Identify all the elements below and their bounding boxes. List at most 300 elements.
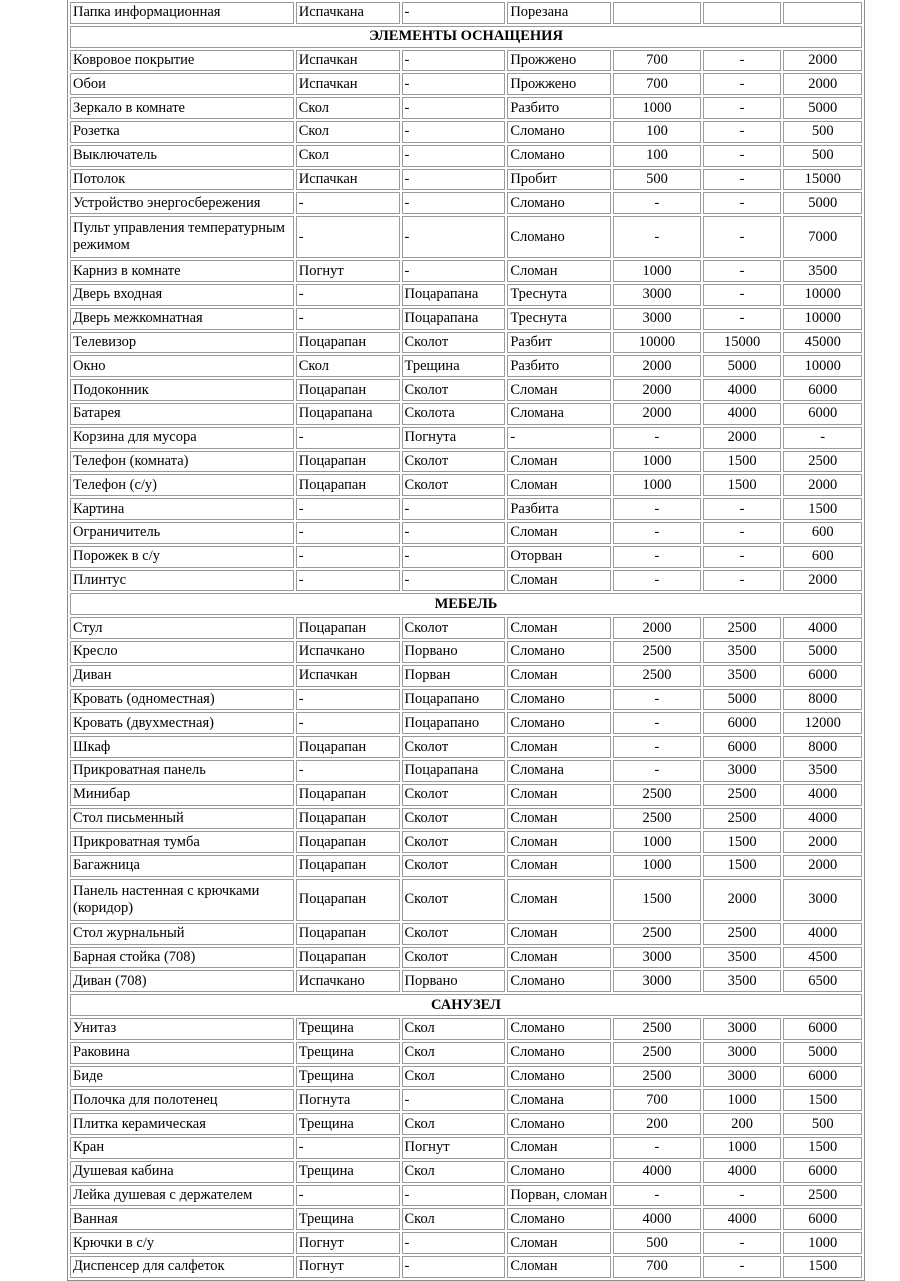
price-1-cell: - (613, 712, 701, 734)
medium-damage-cell: Скол (402, 1208, 506, 1230)
price-1-cell: 700 (613, 50, 701, 72)
item-name-cell: Крючки в с/у (70, 1232, 294, 1254)
item-name-cell: Подоконник (70, 379, 294, 401)
minor-damage-cell: Испачкан (296, 665, 400, 687)
price-3-cell: 8000 (783, 689, 862, 711)
table-body (70, 2, 862, 1278)
medium-damage-cell: Сколот (402, 808, 506, 830)
table-row (70, 1185, 862, 1207)
severe-damage-cell: Сломано (507, 145, 611, 167)
severe-damage-cell: Разбит (507, 332, 611, 354)
minor-damage-cell: - (296, 284, 400, 306)
price-3-cell: 4000 (783, 808, 862, 830)
section-header-row (70, 26, 862, 48)
medium-damage-cell: Скол (402, 1042, 506, 1064)
medium-damage-cell: Порван (402, 665, 506, 687)
minor-damage-cell: Погнут (296, 260, 400, 282)
price-1-cell: 1000 (613, 97, 701, 119)
price-3-cell: 600 (783, 546, 862, 568)
severe-damage-cell: Прожжено (507, 50, 611, 72)
item-name-cell: Багажница (70, 855, 294, 877)
price-3-cell: 4000 (783, 617, 862, 639)
severe-damage-cell: Сломан (507, 736, 611, 758)
severe-damage-cell: Разбито (507, 355, 611, 377)
severe-damage-cell: Пробит (507, 169, 611, 191)
price-3-cell: 3500 (783, 260, 862, 282)
price-2-cell: 4000 (703, 379, 782, 401)
table-row (70, 1018, 862, 1040)
price-3-cell: 3500 (783, 760, 862, 782)
price-1-cell: 2500 (613, 1042, 701, 1064)
medium-damage-cell: Сколот (402, 451, 506, 473)
item-name-cell: Ограничитель (70, 522, 294, 544)
price-3-cell: 2000 (783, 570, 862, 592)
price-2-cell (703, 2, 782, 24)
severe-damage-cell: Сломано (507, 712, 611, 734)
item-name-cell: Дверь входная (70, 284, 294, 306)
price-1-cell: 2500 (613, 784, 701, 806)
table-row (70, 1256, 862, 1278)
medium-damage-cell: Поцарапано (402, 712, 506, 734)
price-2-cell: - (703, 284, 782, 306)
price-3-cell: - (783, 427, 862, 449)
price-3-cell: 2500 (783, 451, 862, 473)
minor-damage-cell: Трещина (296, 1018, 400, 1040)
table-row (70, 121, 862, 143)
price-1-cell: - (613, 192, 701, 214)
price-1-cell: 500 (613, 1232, 701, 1254)
price-3-cell: 3000 (783, 879, 862, 921)
medium-damage-cell: - (402, 260, 506, 282)
price-1-cell: 700 (613, 73, 701, 95)
price-1-cell: 700 (613, 1089, 701, 1111)
price-2-cell: - (703, 73, 782, 95)
price-2-cell: 1500 (703, 451, 782, 473)
price-3-cell: 8000 (783, 736, 862, 758)
price-1-cell: 2500 (613, 808, 701, 830)
severe-damage-cell: Сломан (507, 260, 611, 282)
severe-damage-cell: Сломано (507, 1042, 611, 1064)
item-name-cell: Пульт управления температурным режимом (70, 216, 294, 258)
severe-damage-cell: - (507, 427, 611, 449)
table-row (70, 474, 862, 496)
severe-damage-cell: Сломано (507, 121, 611, 143)
price-2-cell: - (703, 522, 782, 544)
item-name-cell: Диспенсер для салфеток (70, 1256, 294, 1278)
price-3-cell: 4000 (783, 923, 862, 945)
price-3-cell: 7000 (783, 216, 862, 258)
price-1-cell: 500 (613, 169, 701, 191)
severe-damage-cell: Сломан (507, 784, 611, 806)
price-3-cell: 2000 (783, 855, 862, 877)
medium-damage-cell: - (402, 1232, 506, 1254)
table-row (70, 308, 862, 330)
section-title: САНУЗЕЛ (70, 994, 862, 1016)
minor-damage-cell: Поцарапан (296, 855, 400, 877)
price-1-cell: 1000 (613, 474, 701, 496)
price-3-cell: 10000 (783, 308, 862, 330)
severe-damage-cell: Сломан (507, 808, 611, 830)
minor-damage-cell: Поцарапан (296, 617, 400, 639)
price-3-cell: 2000 (783, 50, 862, 72)
price-1-cell: 700 (613, 1256, 701, 1278)
price-2-cell: 2500 (703, 923, 782, 945)
price-3-cell: 1500 (783, 1256, 862, 1278)
medium-damage-cell: Поцарапана (402, 284, 506, 306)
price-2-cell: - (703, 260, 782, 282)
table-row (70, 617, 862, 639)
section-header-row (70, 994, 862, 1016)
table-row (70, 736, 862, 758)
minor-damage-cell: - (296, 570, 400, 592)
price-3-cell: 12000 (783, 712, 862, 734)
price-2-cell: 4000 (703, 1161, 782, 1183)
item-name-cell: Потолок (70, 169, 294, 191)
price-2-cell: 1500 (703, 474, 782, 496)
item-name-cell: Унитаз (70, 1018, 294, 1040)
price-2-cell: 2500 (703, 617, 782, 639)
minor-damage-cell: Поцарапан (296, 947, 400, 969)
medium-damage-cell: - (402, 546, 506, 568)
price-1-cell: - (613, 570, 701, 592)
item-name-cell: Диван (70, 665, 294, 687)
table-row (70, 760, 862, 782)
table-row (70, 970, 862, 992)
item-name-cell: Стул (70, 617, 294, 639)
item-name-cell: Телефон (комната) (70, 451, 294, 473)
price-3-cell: 600 (783, 522, 862, 544)
medium-damage-cell: Скол (402, 1018, 506, 1040)
minor-damage-cell: Испачкан (296, 73, 400, 95)
price-1-cell: 2000 (613, 379, 701, 401)
medium-damage-cell: - (402, 145, 506, 167)
minor-damage-cell: Погнута (296, 1089, 400, 1111)
medium-damage-cell: - (402, 121, 506, 143)
severe-damage-cell: Разбита (507, 498, 611, 520)
table-row (70, 1161, 862, 1183)
price-1-cell: 2500 (613, 665, 701, 687)
price-3-cell: 15000 (783, 169, 862, 191)
price-3-cell: 1500 (783, 498, 862, 520)
item-name-cell: Телефон (с/у) (70, 474, 294, 496)
minor-damage-cell: Поцарапан (296, 736, 400, 758)
minor-damage-cell: Испачкан (296, 50, 400, 72)
price-3-cell: 1500 (783, 1137, 862, 1159)
damage-price-table-container (67, 0, 865, 1281)
medium-damage-cell: Сколот (402, 947, 506, 969)
price-1-cell: - (613, 216, 701, 258)
damage-price-table (67, 0, 865, 1281)
table-row (70, 73, 862, 95)
severe-damage-cell: Сломано (507, 1018, 611, 1040)
price-1-cell: 100 (613, 145, 701, 167)
table-row (70, 1042, 862, 1064)
minor-damage-cell: - (296, 760, 400, 782)
medium-damage-cell: Сколот (402, 332, 506, 354)
price-1-cell: - (613, 498, 701, 520)
table-row (70, 50, 862, 72)
severe-damage-cell: Сломано (507, 1161, 611, 1183)
severe-damage-cell: Сломано (507, 216, 611, 258)
table-row (70, 1208, 862, 1230)
table-row (70, 451, 862, 473)
minor-damage-cell: - (296, 689, 400, 711)
medium-damage-cell: Сколот (402, 855, 506, 877)
price-3-cell (783, 2, 862, 24)
price-2-cell: - (703, 308, 782, 330)
medium-damage-cell: - (402, 1256, 506, 1278)
price-1-cell: 2000 (613, 617, 701, 639)
item-name-cell: Зеркало в комнате (70, 97, 294, 119)
price-2-cell: 2500 (703, 784, 782, 806)
severe-damage-cell: Сломан (507, 1232, 611, 1254)
table-row (70, 1137, 862, 1159)
item-name-cell: Биде (70, 1066, 294, 1088)
minor-damage-cell: Трещина (296, 1042, 400, 1064)
price-1-cell: 4000 (613, 1161, 701, 1183)
medium-damage-cell: Сколот (402, 379, 506, 401)
price-2-cell: 3500 (703, 947, 782, 969)
minor-damage-cell: Трещина (296, 1066, 400, 1088)
minor-damage-cell: - (296, 1185, 400, 1207)
table-row (70, 641, 862, 663)
price-2-cell: 1500 (703, 831, 782, 853)
severe-damage-cell: Сломан (507, 379, 611, 401)
medium-damage-cell: - (402, 192, 506, 214)
table-row (70, 379, 862, 401)
price-3-cell: 6000 (783, 1161, 862, 1183)
minor-damage-cell: Скол (296, 97, 400, 119)
price-2-cell: - (703, 145, 782, 167)
section-header-row (70, 593, 862, 615)
severe-damage-cell: Разбито (507, 97, 611, 119)
table-row (70, 831, 862, 853)
medium-damage-cell: Скол (402, 1113, 506, 1135)
minor-damage-cell: Поцарапан (296, 808, 400, 830)
table-row (70, 1066, 862, 1088)
price-2-cell: 1500 (703, 855, 782, 877)
minor-damage-cell: Поцарапан (296, 879, 400, 921)
item-name-cell: Корзина для мусора (70, 427, 294, 449)
severe-damage-cell: Сломан (507, 923, 611, 945)
item-name-cell: Плитка керамическая (70, 1113, 294, 1135)
minor-damage-cell: Трещина (296, 1208, 400, 1230)
price-1-cell: 2500 (613, 641, 701, 663)
price-1-cell: 1000 (613, 855, 701, 877)
table-row (70, 665, 862, 687)
price-2-cell: - (703, 192, 782, 214)
price-1-cell: - (613, 736, 701, 758)
table-row (70, 145, 862, 167)
minor-damage-cell: - (296, 546, 400, 568)
item-name-cell: Стол журнальный (70, 923, 294, 945)
medium-damage-cell: - (402, 50, 506, 72)
item-name-cell: Раковина (70, 1042, 294, 1064)
medium-damage-cell: Скол (402, 1066, 506, 1088)
item-name-cell: Выключатель (70, 145, 294, 167)
price-3-cell: 500 (783, 145, 862, 167)
table-row (70, 192, 862, 214)
price-1-cell: - (613, 546, 701, 568)
severe-damage-cell: Прожжено (507, 73, 611, 95)
price-2-cell: - (703, 1185, 782, 1207)
minor-damage-cell: Скол (296, 121, 400, 143)
severe-damage-cell: Сломано (507, 192, 611, 214)
price-3-cell: 1000 (783, 1232, 862, 1254)
price-1-cell: 100 (613, 121, 701, 143)
severe-damage-cell: Сломан (507, 665, 611, 687)
price-2-cell: 4000 (703, 403, 782, 425)
severe-damage-cell: Сломан (507, 570, 611, 592)
price-1-cell: 1000 (613, 451, 701, 473)
price-2-cell: 5000 (703, 355, 782, 377)
severe-damage-cell: Сломано (507, 1066, 611, 1088)
minor-damage-cell: Трещина (296, 1113, 400, 1135)
price-3-cell: 500 (783, 121, 862, 143)
severe-damage-cell: Сломана (507, 1089, 611, 1111)
severe-damage-cell: Сломано (507, 970, 611, 992)
medium-damage-cell: - (402, 97, 506, 119)
price-3-cell: 5000 (783, 192, 862, 214)
item-name-cell: Картина (70, 498, 294, 520)
minor-damage-cell: - (296, 522, 400, 544)
item-name-cell: Полочка для полотенец (70, 1089, 294, 1111)
severe-damage-cell: Сломан (507, 1137, 611, 1159)
minor-damage-cell: Поцарапан (296, 332, 400, 354)
table-row (70, 169, 862, 191)
item-name-cell: Плинтус (70, 570, 294, 592)
table-row (70, 808, 862, 830)
table-row (70, 355, 862, 377)
item-name-cell: Батарея (70, 403, 294, 425)
price-3-cell: 6500 (783, 970, 862, 992)
severe-damage-cell: Порван, сломан (507, 1185, 611, 1207)
table-row (70, 570, 862, 592)
price-1-cell: 200 (613, 1113, 701, 1135)
table-row (70, 1089, 862, 1111)
table-row (70, 923, 862, 945)
price-1-cell: - (613, 522, 701, 544)
severe-damage-cell: Сломан (507, 855, 611, 877)
minor-damage-cell: Погнут (296, 1232, 400, 1254)
price-1-cell: 2500 (613, 1018, 701, 1040)
minor-damage-cell: - (296, 192, 400, 214)
medium-damage-cell: - (402, 570, 506, 592)
price-2-cell: 2000 (703, 879, 782, 921)
table-row (70, 855, 862, 877)
price-1-cell (613, 2, 701, 24)
table-row (70, 498, 862, 520)
table-row (70, 879, 862, 921)
table-row (70, 784, 862, 806)
price-1-cell: - (613, 427, 701, 449)
minor-damage-cell: Испачкано (296, 641, 400, 663)
severe-damage-cell: Треснута (507, 308, 611, 330)
table-row (70, 332, 862, 354)
price-2-cell: 3000 (703, 1042, 782, 1064)
price-1-cell: 1000 (613, 831, 701, 853)
minor-damage-cell: Поцарапан (296, 474, 400, 496)
price-2-cell: 200 (703, 1113, 782, 1135)
minor-damage-cell: - (296, 427, 400, 449)
minor-damage-cell: - (296, 1137, 400, 1159)
price-2-cell: - (703, 50, 782, 72)
medium-damage-cell: Сколот (402, 923, 506, 945)
item-name-cell: Ванная (70, 1208, 294, 1230)
table-row (70, 284, 862, 306)
table-row (70, 260, 862, 282)
item-name-cell: Кровать (одноместная) (70, 689, 294, 711)
severe-damage-cell: Сломан (507, 947, 611, 969)
item-name-cell: Обои (70, 73, 294, 95)
minor-damage-cell: Поцарапан (296, 923, 400, 945)
minor-damage-cell: - (296, 498, 400, 520)
price-1-cell: 1000 (613, 260, 701, 282)
medium-damage-cell: Порвано (402, 970, 506, 992)
item-name-cell: Розетка (70, 121, 294, 143)
price-2-cell: 2000 (703, 427, 782, 449)
medium-damage-cell: Трещина (402, 355, 506, 377)
price-3-cell: 4500 (783, 947, 862, 969)
price-2-cell: 3000 (703, 1066, 782, 1088)
price-1-cell: 3000 (613, 308, 701, 330)
item-name-cell: Папка информационная (70, 2, 294, 24)
price-3-cell: 6000 (783, 1208, 862, 1230)
medium-damage-cell: Погнут (402, 1137, 506, 1159)
price-2-cell: 3500 (703, 641, 782, 663)
table-row (70, 427, 862, 449)
table-row (70, 1113, 862, 1135)
medium-damage-cell: Сколот (402, 617, 506, 639)
price-3-cell: 5000 (783, 641, 862, 663)
medium-damage-cell: Поцарапано (402, 689, 506, 711)
price-1-cell: - (613, 1137, 701, 1159)
medium-damage-cell: Сколот (402, 736, 506, 758)
price-3-cell: 6000 (783, 665, 862, 687)
table-row (70, 2, 862, 24)
price-2-cell: - (703, 570, 782, 592)
minor-damage-cell: Испачкана (296, 2, 400, 24)
severe-damage-cell: Сломан (507, 879, 611, 921)
medium-damage-cell: Сколот (402, 784, 506, 806)
price-1-cell: - (613, 760, 701, 782)
item-name-cell: Кран (70, 1137, 294, 1159)
medium-damage-cell: - (402, 169, 506, 191)
table-row (70, 1232, 862, 1254)
minor-damage-cell: - (296, 308, 400, 330)
severe-damage-cell: Сломан (507, 831, 611, 853)
price-1-cell: 2500 (613, 1066, 701, 1088)
price-2-cell: 3500 (703, 970, 782, 992)
price-2-cell: 15000 (703, 332, 782, 354)
price-2-cell: - (703, 546, 782, 568)
minor-damage-cell: - (296, 712, 400, 734)
medium-damage-cell: Погнута (402, 427, 506, 449)
price-2-cell: - (703, 169, 782, 191)
table-row (70, 403, 862, 425)
price-2-cell: 4000 (703, 1208, 782, 1230)
table-row (70, 947, 862, 969)
price-2-cell: - (703, 1232, 782, 1254)
price-3-cell: 2000 (783, 831, 862, 853)
severe-damage-cell: Сломано (507, 1208, 611, 1230)
price-3-cell: 5000 (783, 1042, 862, 1064)
section-title: МЕБЕЛЬ (70, 593, 862, 615)
price-1-cell: 1500 (613, 879, 701, 921)
price-3-cell: 5000 (783, 97, 862, 119)
item-name-cell: Прикроватная панель (70, 760, 294, 782)
medium-damage-cell: Поцарапана (402, 760, 506, 782)
